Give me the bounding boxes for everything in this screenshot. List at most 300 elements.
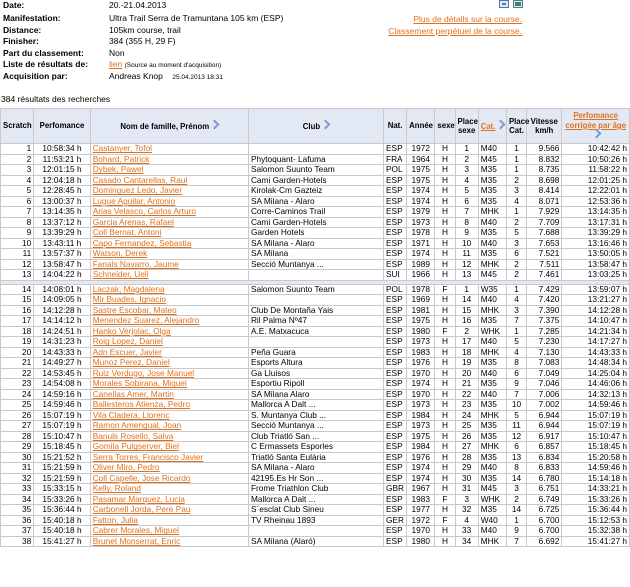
- cell-speed: 7.230: [527, 337, 562, 348]
- runner-link[interactable]: Hanko Verjolac, Olga: [92, 325, 171, 336]
- cell-performance: 14:14:12 h: [34, 316, 90, 327]
- col-club[interactable]: Club: [248, 109, 383, 144]
- col-cat[interactable]: Cat.: [478, 109, 506, 144]
- cell-name[interactable]: [90, 400, 248, 411]
- runner-link[interactable]: Mir Buades, Ignacio: [92, 294, 167, 305]
- cell-place-sex: 15: [455, 305, 478, 316]
- cell-cat: MHK: [478, 207, 506, 218]
- runner-link[interactable]: Ballesteros Atienza, Pedro: [92, 399, 191, 410]
- cell-club: Salomon Suunto Team: [248, 284, 383, 295]
- cell-cat: M35: [478, 196, 506, 207]
- cell-cat: M45: [478, 270, 506, 281]
- cell-name[interactable]: [90, 284, 248, 295]
- cell-place-sex: 18: [455, 347, 478, 358]
- cell-year: 1984: [407, 442, 435, 453]
- cell-year: 1975: [407, 175, 435, 186]
- cell-name[interactable]: [90, 270, 248, 281]
- cell-place-sex: 4: [455, 175, 478, 186]
- cell-name[interactable]: [90, 505, 248, 516]
- cell-year: 1973: [407, 400, 435, 411]
- cell-name[interactable]: [90, 463, 248, 474]
- acquisition-date: 25.04.2013 18:31: [172, 74, 223, 81]
- col-place-sex[interactable]: Place sexe: [455, 109, 478, 144]
- cell-club: [248, 526, 383, 537]
- runner-link[interactable]: Dominguez Ledo, Javier: [92, 185, 183, 196]
- runner-link[interactable]: Garcia Arenas, Rafael: [92, 216, 174, 227]
- runner-link[interactable]: Cabrer Morales, Miguel: [92, 525, 179, 536]
- cell-place-cat: 4: [506, 196, 526, 207]
- cell-name[interactable]: [90, 379, 248, 390]
- cell-nat: GBR: [384, 484, 407, 495]
- cell-club: Club De Montaña Yais: [248, 305, 383, 316]
- cell-nat: ESP: [384, 431, 407, 442]
- cell-place-cat: 3: [506, 186, 526, 197]
- cell-place-cat: 4: [506, 347, 526, 358]
- cell-age-corrected: 15:07:19 h: [562, 421, 630, 432]
- cell-nat: GER: [384, 515, 407, 526]
- cell-club: SA Milana (Alaró): [248, 536, 383, 547]
- cell-club: [248, 295, 383, 306]
- cell-club: Corre-Caminos Trail: [248, 207, 383, 218]
- cell-nat: ESP: [384, 326, 407, 337]
- cell-age-corrected: 14:21:34 h: [562, 326, 630, 337]
- cell-nat: ESP: [384, 358, 407, 369]
- runner-link[interactable]: Fanals Navarro, Jaume: [92, 258, 179, 269]
- cell-nat: SUI: [384, 270, 407, 281]
- col-performance[interactable]: Perfomance: [34, 109, 90, 144]
- runner-link[interactable]: Bohard, Patrick: [92, 153, 150, 164]
- cell-club: [248, 270, 383, 281]
- cell-performance: 15:07:19 h: [34, 421, 90, 432]
- cell-name[interactable]: [90, 337, 248, 348]
- cell-nat: ESP: [384, 186, 407, 197]
- cell-year: 1979: [407, 207, 435, 218]
- cell-place-sex: 28: [455, 452, 478, 463]
- cell-sex: H: [435, 207, 455, 218]
- cell-scratch: 4: [1, 175, 34, 186]
- cell-age-corrected: 13:16:46 h: [562, 238, 630, 249]
- table-row: [1, 484, 630, 495]
- cell-place-sex: 10: [455, 238, 478, 249]
- cell-nat: FRA: [384, 154, 407, 165]
- cell-club: Phytoquant- Lafuma: [248, 154, 383, 165]
- cell-year: 1975: [407, 165, 435, 176]
- runner-link[interactable]: Serra Torres, Francisco Javier: [92, 451, 204, 462]
- cell-cat: M40: [478, 295, 506, 306]
- table-header-row: [1, 109, 630, 144]
- cell-name[interactable]: [90, 421, 248, 432]
- cell-scratch: 13: [1, 270, 34, 281]
- cell-name[interactable]: [90, 431, 248, 442]
- cell-scratch: 6: [1, 196, 34, 207]
- cell-place-sex: 24: [455, 410, 478, 421]
- cell-place-cat: 9: [506, 379, 526, 390]
- table-row: [1, 326, 630, 337]
- results-body: [1, 144, 630, 547]
- cell-place-cat: 2: [506, 217, 526, 228]
- table-row: [1, 494, 630, 505]
- cell-sex: H: [435, 154, 455, 165]
- sort-icon[interactable]: [496, 119, 506, 129]
- cell-name[interactable]: [90, 249, 248, 260]
- cell-speed: 7.285: [527, 326, 562, 337]
- cell-year: 1966: [407, 270, 435, 281]
- cell-year: 1976: [407, 358, 435, 369]
- cell-sex: H: [435, 186, 455, 197]
- runner-link[interactable]: Capo Fernandez, Sebastia: [92, 237, 192, 248]
- cell-scratch: 35: [1, 505, 34, 516]
- runner-link[interactable]: Gomila Pulgserver, Biel: [92, 441, 179, 452]
- cell-performance: 15:33:26 h: [34, 494, 90, 505]
- cell-year: 1978: [407, 228, 435, 239]
- cell-name[interactable]: [90, 144, 248, 155]
- cell-name[interactable]: [90, 515, 248, 526]
- cell-name[interactable]: [90, 259, 248, 270]
- runner-link[interactable]: Ramon Amengual, Joan: [92, 420, 182, 431]
- cell-speed: 6.834: [527, 452, 562, 463]
- cell-name[interactable]: [90, 347, 248, 358]
- cell-speed: 7.429: [527, 284, 562, 295]
- cell-name[interactable]: [90, 473, 248, 484]
- cell-name[interactable]: [90, 452, 248, 463]
- cell-place-cat: 5: [506, 337, 526, 348]
- cell-place-cat: 10: [506, 400, 526, 411]
- cell-place-cat: 9: [506, 526, 526, 537]
- cell-cat: M40: [478, 389, 506, 400]
- col-nat[interactable]: Nat.: [384, 109, 407, 144]
- table-row: [1, 165, 630, 176]
- cell-place-cat: 3: [506, 238, 526, 249]
- cell-scratch: 22: [1, 368, 34, 379]
- cell-age-corrected: 14:25:04 h: [562, 368, 630, 379]
- cell-performance: 15:21:59 h: [34, 473, 90, 484]
- runner-link[interactable]: Sastre Escobar, Mateo: [92, 304, 177, 315]
- cell-scratch: 3: [1, 165, 34, 176]
- cell-speed: 8.698: [527, 175, 562, 186]
- runner-link[interactable]: Ruiz Verdugo, Jose Manuel: [92, 367, 195, 378]
- cell-cat: MHK: [478, 347, 506, 358]
- cell-name[interactable]: [90, 484, 248, 495]
- cell-cat: M40: [478, 526, 506, 537]
- runner-link[interactable]: Schneider, Ueli: [92, 269, 149, 280]
- cell-place-cat: 1: [506, 207, 526, 218]
- cell-speed: 6.751: [527, 484, 562, 495]
- cell-scratch: 1: [1, 144, 34, 155]
- cell-place-sex: 9: [455, 228, 478, 239]
- cell-nat: ESP: [384, 196, 407, 207]
- cell-nat: ESP: [384, 536, 407, 547]
- cell-age-corrected: 14:33:21 h: [562, 484, 630, 495]
- cell-performance: 15:07:19 h: [34, 410, 90, 421]
- cell-speed: 6.944: [527, 410, 562, 421]
- cell-club: Ga Lluisos: [248, 368, 383, 379]
- cell-sex: H: [435, 165, 455, 176]
- cell-place-cat: 3: [506, 484, 526, 495]
- cell-performance: 14:53:45 h: [34, 368, 90, 379]
- cell-cat: M35: [478, 421, 506, 432]
- table-row: [1, 347, 630, 358]
- cell-club: Ril Palma Nº47: [248, 316, 383, 327]
- cell-club: Peña Guara: [248, 347, 383, 358]
- cell-scratch: 38: [1, 536, 34, 547]
- col-sex[interactable]: sexe: [435, 109, 455, 144]
- cell-speed: 8.414: [527, 186, 562, 197]
- cell-scratch: 21: [1, 358, 34, 369]
- cell-nat: ESP: [384, 379, 407, 390]
- source-note: (Source au moment d'acquisition): [124, 62, 222, 69]
- cell-club: A.E. Matxacuca: [248, 326, 383, 337]
- cell-speed: 8.735: [527, 165, 562, 176]
- cell-club: SA Milana - Alaro: [248, 463, 383, 474]
- cell-speed: 7.375: [527, 316, 562, 327]
- more-details-link[interactable]: Plus de détails sur la course.: [413, 14, 522, 24]
- cell-name[interactable]: [90, 175, 248, 186]
- cell-scratch: 32: [1, 473, 34, 484]
- runner-link[interactable]: Oliver Miro, Pedro: [92, 462, 160, 473]
- print-icon[interactable]: [499, 0, 509, 8]
- table-row: [1, 175, 630, 186]
- runner-link[interactable]: Watson, Derek: [92, 248, 148, 259]
- cell-cat: MHK: [478, 442, 506, 453]
- runner-link[interactable]: Pasamar Marquez, Lucia: [92, 493, 185, 504]
- cell-year: 1974: [407, 379, 435, 390]
- runner-link[interactable]: Fatton, Julia: [92, 514, 138, 525]
- sort-icon[interactable]: [321, 119, 331, 129]
- cell-name[interactable]: [90, 368, 248, 379]
- cell-nat: ESP: [384, 526, 407, 537]
- cell-age-corrected: 12:22:01 h: [562, 186, 630, 197]
- cell-scratch: 34: [1, 494, 34, 505]
- cell-speed: 9.566: [527, 144, 562, 155]
- cell-name[interactable]: [90, 228, 248, 239]
- cell-place-sex: 32: [455, 505, 478, 516]
- cell-cat: M40: [478, 337, 506, 348]
- cell-name[interactable]: [90, 410, 248, 421]
- sort-icon[interactable]: [210, 119, 220, 129]
- excel-icon[interactable]: [513, 0, 523, 8]
- runner-link[interactable]: Casado Cantarellas, Raul: [92, 174, 188, 185]
- cell-age-corrected: 15:20:58 h: [562, 452, 630, 463]
- runner-link[interactable]: Coll Bernat, Antoni: [92, 227, 162, 238]
- cell-name[interactable]: [90, 217, 248, 228]
- cell-performance: 13:00:37 h: [34, 196, 90, 207]
- runner-link[interactable]: Lugue Aguilar, Antonio: [92, 195, 176, 206]
- cell-speed: 6.857: [527, 442, 562, 453]
- cell-sex: F: [435, 326, 455, 337]
- cell-speed: 7.002: [527, 400, 562, 411]
- table-row: [1, 270, 630, 281]
- cell-cat: M35: [478, 400, 506, 411]
- col-place-cat[interactable]: Place Cat.: [506, 109, 526, 144]
- cell-name[interactable]: [90, 186, 248, 197]
- cell-age-corrected: 12:01:25 h: [562, 175, 630, 186]
- cell-performance: 15:10:47 h: [34, 431, 90, 442]
- cell-club: Esportiu Ripoll: [248, 379, 383, 390]
- cell-name[interactable]: [90, 165, 248, 176]
- cell-sex: H: [435, 463, 455, 474]
- perpetual-ranking-link[interactable]: Classement perpétuel de la course.: [388, 26, 522, 36]
- distance-value: 105km course, trail: [109, 25, 181, 35]
- cell-sex: F: [435, 494, 455, 505]
- runner-link[interactable]: Carbonell Jorda, Pere Pau: [92, 504, 191, 515]
- table-row: [1, 400, 630, 411]
- cell-performance: 14:59:16 h: [34, 389, 90, 400]
- cell-name[interactable]: [90, 358, 248, 369]
- cell-place-cat: 7: [506, 536, 526, 547]
- runner-link[interactable]: Castanyer, Tofol: [92, 143, 153, 154]
- cell-performance: 12:04:18 h: [34, 175, 90, 186]
- runner-link[interactable]: Menendez Suarez, Alejandro: [92, 315, 200, 326]
- table-row: [1, 295, 630, 306]
- source-link[interactable]: lien: [109, 59, 123, 69]
- cell-sex: H: [435, 505, 455, 516]
- results-count: 384 résultats des recherches: [1, 94, 111, 104]
- runner-link[interactable]: Roig Lopez, Daniel: [92, 336, 163, 347]
- cell-sex: H: [435, 368, 455, 379]
- cell-place-cat: 2: [506, 270, 526, 281]
- table-row: [1, 238, 630, 249]
- cell-name[interactable]: [90, 316, 248, 327]
- runner-link[interactable]: Vila Cladera, Llorenc: [92, 409, 170, 420]
- table-row: [1, 463, 630, 474]
- cell-name[interactable]: [90, 536, 248, 547]
- cell-year: 1981: [407, 305, 435, 316]
- cell-name[interactable]: [90, 305, 248, 316]
- cell-scratch: 36: [1, 515, 34, 526]
- runner-link[interactable]: Canellas Amer, Martin: [92, 388, 174, 399]
- cell-speed: 6.700: [527, 526, 562, 537]
- cell-place-sex: 27: [455, 442, 478, 453]
- cell-name[interactable]: [90, 154, 248, 165]
- cell-sex: H: [435, 473, 455, 484]
- runner-link[interactable]: Munoz Perez, Daniel: [92, 357, 170, 368]
- cell-name[interactable]: [90, 196, 248, 207]
- cell-place-sex: 21: [455, 379, 478, 390]
- cell-speed: 6.917: [527, 431, 562, 442]
- cell-place-sex: 31: [455, 484, 478, 495]
- cell-name[interactable]: [90, 295, 248, 306]
- cell-year: 1973: [407, 421, 435, 432]
- cell-place-sex: 3: [455, 494, 478, 505]
- cell-cat: M40: [478, 463, 506, 474]
- cell-nat: ESP: [384, 442, 407, 453]
- runner-link[interactable]: Coll Capelle, Jose Ricardo: [92, 472, 191, 483]
- race-links: [388, 13, 522, 37]
- cell-place-cat: 4: [506, 295, 526, 306]
- cell-name[interactable]: [90, 442, 248, 453]
- cell-performance: 10:58:34 h: [34, 144, 90, 155]
- cell-cat: M35: [478, 186, 506, 197]
- cell-performance: 15:41:27 h: [34, 536, 90, 547]
- cell-place-cat: 1: [506, 144, 526, 155]
- cell-place-cat: 6: [506, 368, 526, 379]
- cell-age-corrected: 14:32:13 h: [562, 389, 630, 400]
- cell-performance: 13:14:35 h: [34, 207, 90, 218]
- runner-link[interactable]: Brunet Monserrat, Enric: [92, 535, 181, 546]
- cell-age-corrected: 15:18:45 h: [562, 442, 630, 453]
- cell-nat: ESP: [384, 400, 407, 411]
- cell-name[interactable]: [90, 326, 248, 337]
- runner-link[interactable]: Kelly, Roland: [92, 483, 141, 494]
- runner-link[interactable]: Adn Escuer, Javier: [92, 346, 162, 357]
- col-year[interactable]: Année: [407, 109, 435, 144]
- cell-age-corrected: 15:32:38 h: [562, 526, 630, 537]
- cell-sex: H: [435, 452, 455, 463]
- cell-performance: 14:59:46 h: [34, 400, 90, 411]
- runner-link[interactable]: Banuls Rosello, Salva: [92, 430, 174, 441]
- table-row: [1, 196, 630, 207]
- cell-speed: 7.461: [527, 270, 562, 281]
- cell-nat: ESP: [384, 389, 407, 400]
- runner-link[interactable]: Laczak, Magdalena: [92, 283, 165, 294]
- cell-cat: M35: [478, 165, 506, 176]
- cell-club: S. Muntanya Club ...: [248, 410, 383, 421]
- cell-year: 1972: [407, 515, 435, 526]
- cell-sex: H: [435, 337, 455, 348]
- cell-cat: M35: [478, 379, 506, 390]
- col-speed[interactable]: Vitesse km/h: [527, 109, 562, 144]
- cell-nat: ESP: [384, 505, 407, 516]
- cell-cat: M35: [478, 316, 506, 327]
- cell-year: 1970: [407, 389, 435, 400]
- runner-link[interactable]: Arias Velasco, Carlos Arturo: [92, 206, 196, 217]
- cell-club: Cami Garden-Hotels: [248, 217, 383, 228]
- cell-scratch: 7: [1, 207, 34, 218]
- cell-place-sex: 33: [455, 526, 478, 537]
- cell-name[interactable]: [90, 207, 248, 218]
- cell-club: Esports Altura: [248, 358, 383, 369]
- cell-name[interactable]: [90, 238, 248, 249]
- cell-cat: M35: [478, 431, 506, 442]
- cell-cat: W35: [478, 284, 506, 295]
- cell-scratch: 26: [1, 410, 34, 421]
- race-header: Date: 20.-21.04.2013 Manifestation: Ultra Trail Serra de Tramuntana 105 km (ESP) Distance: 105km course, trail Finisher: 384 (355 H, 29 F) Part du classement: Non Liste de résultats de: lien (Source au moment d'acquisition) Acquisition par: Andreas Knop 25.04.2013 18:31 Plus de détails sur la course. Classement perpétuel de la course.: [3, 0, 522, 81]
- col-scratch[interactable]: Scratch: [1, 109, 34, 144]
- sort-icon[interactable]: [592, 129, 602, 139]
- runner-link[interactable]: Dybek, Pawel: [92, 164, 144, 175]
- cell-age-corrected: 13:58:47 h: [562, 259, 630, 270]
- cell-speed: 6.749: [527, 494, 562, 505]
- table-row: [1, 505, 630, 516]
- cell-year: 1974: [407, 473, 435, 484]
- cell-name[interactable]: [90, 526, 248, 537]
- cell-name[interactable]: [90, 389, 248, 400]
- cell-scratch: 24: [1, 389, 34, 400]
- cell-place-sex: 6: [455, 196, 478, 207]
- cell-name[interactable]: [90, 494, 248, 505]
- cell-nat: ESP: [384, 410, 407, 421]
- cell-place-sex: 11: [455, 249, 478, 260]
- runner-link[interactable]: Morales Sobirana, Miquel: [92, 378, 187, 389]
- table-row: [1, 249, 630, 260]
- cell-nat: ESP: [384, 295, 407, 306]
- col-age-corrected[interactable]: Perfomance corrigée par âge: [562, 109, 630, 144]
- cell-sex: H: [435, 400, 455, 411]
- cell-cat: M35: [478, 175, 506, 186]
- finisher-value: 384 (355 H, 29 F): [109, 36, 176, 46]
- cell-performance: 15:18:45 h: [34, 442, 90, 453]
- cell-performance: 13:39:29 h: [34, 228, 90, 239]
- table-row: [1, 228, 630, 239]
- cell-club: SA Milana: [248, 249, 383, 260]
- cell-sex: H: [435, 379, 455, 390]
- cell-sex: H: [435, 316, 455, 327]
- col-name[interactable]: Nom de famille, Prénom: [90, 109, 248, 144]
- cell-scratch: 10: [1, 238, 34, 249]
- cell-place-sex: 1: [455, 144, 478, 155]
- cell-cat: MHK: [478, 305, 506, 316]
- cell-performance: 13:58:47 h: [34, 259, 90, 270]
